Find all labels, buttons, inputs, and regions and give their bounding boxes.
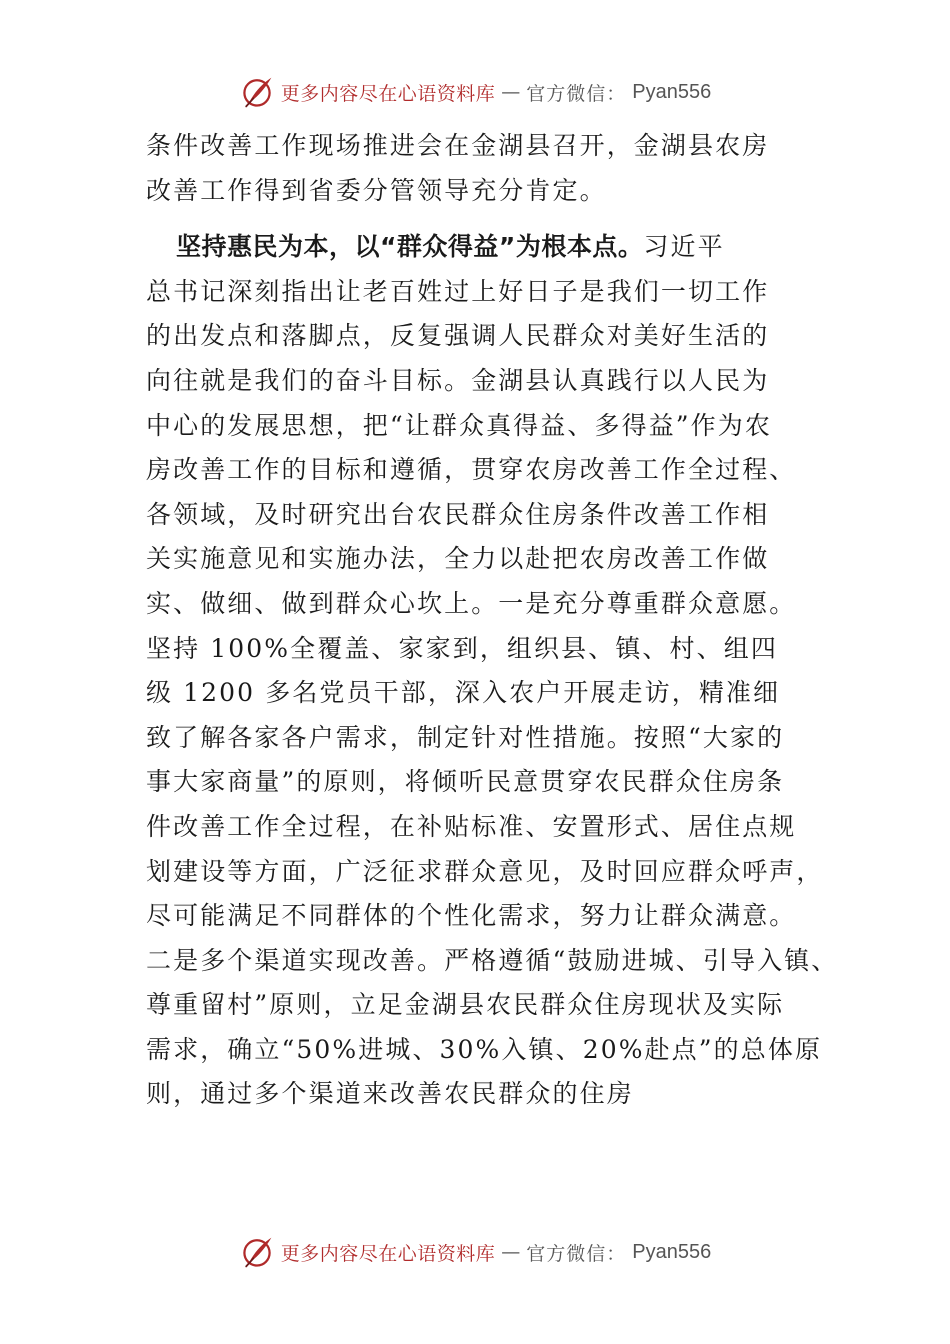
text-line: 各领域，及时研究出台农民群众住房条件改善工作相 xyxy=(146,499,770,529)
text-line: 致了解各家各户需求，制定针对性措施。按照“大家的 xyxy=(146,722,785,752)
text-line: 尽可能满足不同群体的个性化需求，努力让群众满意。 xyxy=(146,901,797,931)
text-line: 关实施意见和实施办法，全力以赴把农房改善工作做 xyxy=(146,544,770,574)
feather-pen-logo-icon xyxy=(239,74,275,110)
text-line: 件改善工作全过程，在补贴标准、安置形式、居住点规 xyxy=(146,811,797,841)
footer-banner xyxy=(0,1230,950,1274)
paragraph-1 xyxy=(146,124,836,213)
text-line: 事大家商量”的原则，将倾听民意贯穿农民群众住房条 xyxy=(146,767,785,797)
paragraph-gap xyxy=(146,213,836,225)
text-line: 则，通过多个渠道来改善农民群众的住房 xyxy=(146,1079,634,1109)
text-line: 划建设等方面，广泛征求群众意见，及时回应群众呼声， xyxy=(146,856,824,886)
banner-title: 更多内容尽在心语资料库 xyxy=(280,82,496,105)
header-banner xyxy=(0,70,950,114)
banner-separator: — xyxy=(501,1241,521,1263)
paragraph-lead-heading: 坚持惠民为本，以“群众得益”为根本点。 xyxy=(176,232,644,262)
text-line: 改善工作得到省委分管领导充分肯定。 xyxy=(146,175,607,205)
text-line: 中心的发展思想，把“让群众真得益、多得益”作为农 xyxy=(146,410,772,440)
banner-separator: — xyxy=(501,81,521,103)
text-line: 总书记深刻指出让老百姓过上好日子是我们一切工作 xyxy=(146,276,770,306)
banner-wechat-label: 官方微信： xyxy=(526,82,627,105)
document-body xyxy=(146,124,839,1117)
banner-wechat-id: Pyan556 xyxy=(632,80,712,103)
banner-wechat-id: Pyan556 xyxy=(632,1240,712,1263)
text-line: 需求，确立“50%进城、30%入镇、20%赴点”的总体原 xyxy=(146,1034,823,1064)
text-line: 条件改善工作现场推进会在金湖县召开，金湖县农房 xyxy=(146,131,770,160)
paragraph-2 xyxy=(146,225,839,1117)
banner-wechat-label: 官方微信： xyxy=(526,1242,627,1265)
text-line: 级 1200 多名党员干部，深入农户开展走访，精准细 xyxy=(146,678,781,708)
text-line: 房改善工作的目标和遵循，贯穿农房改善工作全过程、 xyxy=(146,455,797,485)
text-line xyxy=(146,225,836,270)
text-line: 二是多个渠道实现改善。严格遵循“鼓励进城、引导入镇、 xyxy=(146,945,839,975)
paragraph-lead-rest: 习近平 xyxy=(643,232,725,262)
banner-title: 更多内容尽在心语资料库 xyxy=(280,1242,496,1265)
text-line: 尊重留村”原则，立足金湖县农民群众住房现状及实际 xyxy=(146,990,785,1020)
text-line: 向往就是我们的奋斗目标。金湖县认真践行以人民为 xyxy=(146,365,770,395)
text-line: 的出发点和落脚点，反复强调人民群众对美好生活的 xyxy=(146,321,770,351)
text-line: 实、做细、做到群众心坎上。一是充分尊重群众意愿。 xyxy=(146,588,797,618)
text-line: 坚持 100%全覆盖、家家到，组织县、镇、村、组四 xyxy=(146,633,778,663)
feather-pen-logo-icon xyxy=(239,1234,275,1270)
